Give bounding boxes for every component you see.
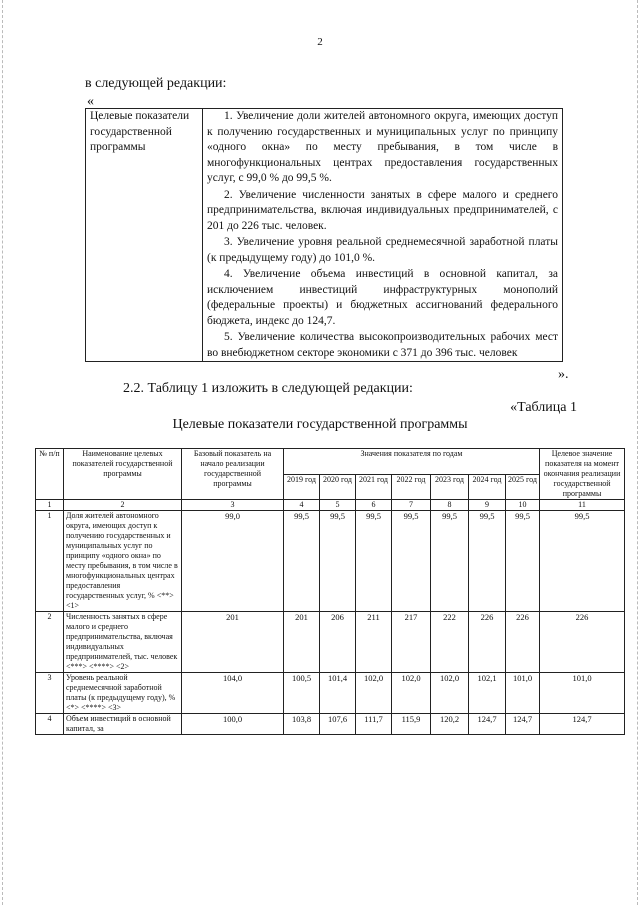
header-name: Наименование целевых показателей государственной программы [64,449,182,500]
column-index: 6 [356,500,392,511]
column-index: 5 [320,500,356,511]
row-value: 103,8 [284,714,320,735]
row-value: 107,6 [320,714,356,735]
section-heading: 2.2. Таблицу 1 изложить в следующей редакции: [123,381,413,396]
header-target: Целевое значение показателя на момент окончания реализации государственной программы [540,449,625,500]
header-year: 2024 год [469,474,506,500]
row-value: 99,5 [284,511,320,612]
column-index: 9 [469,500,506,511]
quote-close: ». [558,367,569,382]
row-value: 222 [431,612,469,673]
row-base: 100,0 [182,714,284,735]
column-index: 8 [431,500,469,511]
row-value: 99,5 [431,511,469,612]
goals-table [85,108,563,362]
column-index: 3 [182,500,284,511]
column-index: 10 [506,500,540,511]
header-num: № п/п [36,449,64,500]
row-value: 102,0 [392,673,431,714]
header-years-group: Значения показателя по годам [284,449,540,475]
row-value: 99,5 [392,511,431,612]
column-index: 11 [540,500,625,511]
header-year: 2023 год [431,474,469,500]
header-year: 2025 год [506,474,540,500]
row-name: Численность занятых в сфере малого и среднего предпринимательства, включая индивидуальных предпринимателей, тыс. человек <***> <****> <2> [64,612,182,673]
row-value: 201 [284,612,320,673]
row-value: 111,7 [356,714,392,735]
row-value: 100,5 [284,673,320,714]
indicators-table [35,448,625,735]
column-index: 4 [284,500,320,511]
table-row [36,612,625,673]
row-value: 99,5 [356,511,392,612]
row-target: 124,7 [540,714,625,735]
row-value: 101,4 [320,673,356,714]
header-year: 2021 год [356,474,392,500]
row-value: 102,1 [469,673,506,714]
column-index-row [36,500,625,511]
goal-item: 2. Увеличение численности занятых в сфере малого и среднего предпринимательства, включая индивидуальных предпринимателей, с 201 до 226 тыс. человек. [207,188,558,232]
goals-value-cell [203,109,563,362]
header-year: 2019 год [284,474,320,500]
row-base: 201 [182,612,284,673]
column-index: 1 [36,500,64,511]
row-value: 99,5 [320,511,356,612]
row-value: 102,0 [356,673,392,714]
row-num: 1 [36,511,64,612]
row-num: 3 [36,673,64,714]
row-value: 101,0 [506,673,540,714]
row-target: 101,0 [540,673,625,714]
table-row [36,511,625,612]
row-value: 99,5 [506,511,540,612]
row-value: 211 [356,612,392,673]
row-value: 115,9 [392,714,431,735]
table-title: Целевые показатели государственной программы [172,417,468,432]
goal-item: 3. Увеличение уровня реальной среднемесячной заработной платы (к предыдущему году) до 101,0 %. [207,236,558,264]
row-value: 217 [392,612,431,673]
row-value: 120,2 [431,714,469,735]
column-index: 2 [64,500,182,511]
goal-item: 5. Увеличение количества высокопроизводительных рабочих мест во внебюджетном секторе экономики с 371 до 396 тыс. человек [207,331,558,359]
row-name: Уровень реальной среднемесячной заработной платы (к предыдущему году), % <*> <****> <3> [64,673,182,714]
row-num: 4 [36,714,64,735]
page-edge-left [2,0,3,905]
header-year: 2022 год [392,474,431,500]
page-number: 2 [317,36,323,48]
row-value: 102,0 [431,673,469,714]
intro-text: в следующей редакции: [85,76,227,91]
goal-item: 1. Увеличение доли жителей автономного округа, имеющих доступ к получению государственных и муниципальных услуг по принципу «одного окна» по месту пребывания, в том числе в многофункциональных центрах предоставления государственных услуг, с 99,0 % до 99,5 %. [207,110,558,184]
row-num: 2 [36,612,64,673]
row-base: 104,0 [182,673,284,714]
quote-open: « [87,94,94,109]
row-value: 226 [469,612,506,673]
goals-label: Целевые показатели государственной программы [86,109,203,362]
table-row [36,714,625,735]
table-row [36,673,625,714]
row-value: 226 [506,612,540,673]
row-value: 124,7 [506,714,540,735]
row-value: 124,7 [469,714,506,735]
column-index: 7 [392,500,431,511]
row-value: 206 [320,612,356,673]
table-header-row [36,449,625,475]
goals-row [86,109,563,362]
header-year: 2020 год [320,474,356,500]
row-value: 99,5 [469,511,506,612]
row-target: 226 [540,612,625,673]
row-target: 99,5 [540,511,625,612]
table-number-label: «Таблица 1 [510,400,577,415]
goal-item: 4. Увеличение объема инвестиций в основной капитал, за исключением инвестиций инфраструктурных монополий (федеральные проекты) и бюджетных ассигнований федерального бюджета, индекс до 124,7. [207,268,558,327]
row-name: Объем инвестиций в основной капитал, за [64,714,182,735]
header-base: Базовый показатель на начало реализации государственной программы [182,449,284,500]
row-name: Доля жителей автономного округа, имеющих доступ к получению государственных и муниципальных услуг по принципу «одного окна» по месту пребывания, в том числе в многофункциональных центрах предоставления государственных услуг, % <**> <1> [64,511,182,612]
page-edge-right [637,0,638,905]
row-base: 99,0 [182,511,284,612]
